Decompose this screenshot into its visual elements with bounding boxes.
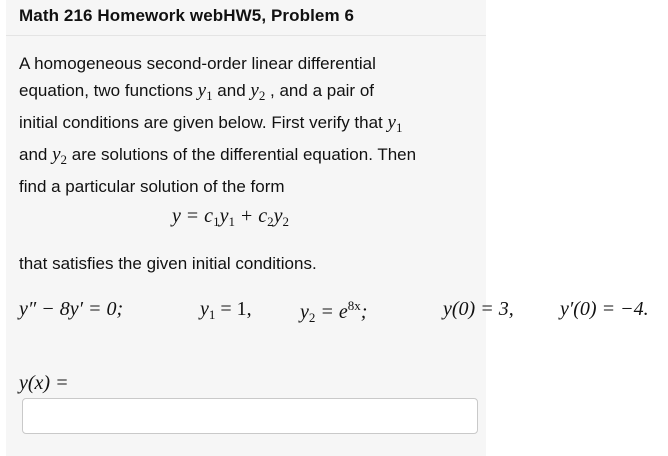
description-line-5 bbox=[19, 173, 484, 200]
text-segment: are solutions of the differential equation. Then bbox=[67, 145, 417, 164]
y2-def-exponent: 8x bbox=[347, 298, 361, 313]
formula-c1-subscript: 1 bbox=[213, 214, 220, 229]
text-segment: initial conditions are given below. First verify that bbox=[19, 113, 388, 132]
formula-y2-subscript: 2 bbox=[282, 214, 290, 229]
y1-symbol bbox=[388, 112, 403, 133]
text-segment: and bbox=[212, 81, 251, 100]
general-solution-formula bbox=[172, 205, 289, 230]
formula-y1-subscript: 1 bbox=[228, 214, 235, 229]
text-segment: , and a pair of bbox=[265, 81, 374, 100]
answer-input[interactable] bbox=[22, 398, 478, 434]
formula-c2: c bbox=[258, 205, 268, 227]
y2-letter: y bbox=[52, 144, 61, 165]
formula-equals: = bbox=[186, 205, 199, 227]
y1-def-subscript: 1 bbox=[208, 307, 216, 322]
y1-letter: y bbox=[387, 112, 396, 133]
text-segment: find a particular solution of the form bbox=[19, 177, 285, 196]
description-line-2 bbox=[19, 77, 484, 109]
conditions-text: that satisfies the given initial conditions. bbox=[19, 254, 317, 273]
problem-title: Math 216 Homework webHW5, Problem 6 bbox=[19, 6, 355, 25]
y2-subscript: 2 bbox=[258, 88, 266, 103]
formula-y1: y bbox=[219, 205, 229, 227]
y2-definition bbox=[300, 298, 367, 326]
y1-def-letter: y bbox=[200, 298, 209, 320]
y2-def-letter: y bbox=[300, 301, 309, 323]
title-divider bbox=[6, 35, 486, 36]
text-segment: equation, two functions bbox=[19, 81, 198, 100]
y1-letter: y bbox=[197, 80, 207, 101]
y1-subscript: 1 bbox=[395, 120, 403, 135]
y2-symbol bbox=[250, 80, 265, 101]
y2-letter: y bbox=[250, 80, 259, 101]
description-line-1 bbox=[19, 50, 484, 77]
formula-c1: c bbox=[204, 205, 214, 227]
formula-plus: + bbox=[240, 205, 253, 227]
formula-c2-subscript: 2 bbox=[267, 214, 274, 229]
description-line-3 bbox=[19, 109, 484, 141]
y2-symbol bbox=[52, 144, 67, 165]
problem-description bbox=[19, 50, 484, 200]
y2-def-end: ; bbox=[360, 301, 368, 323]
y1-symbol bbox=[198, 80, 213, 101]
y1-subscript: 1 bbox=[206, 88, 213, 103]
y1-def-value: = 1, bbox=[215, 298, 252, 320]
y2-subscript: 2 bbox=[60, 152, 68, 167]
formula-y2: y bbox=[273, 205, 283, 227]
answer-label: y(x) = bbox=[19, 372, 69, 394]
text-segment: and bbox=[19, 145, 53, 164]
y2-def-base: = e bbox=[315, 301, 348, 323]
differential-equation: y″ − 8y′ = 0; bbox=[19, 298, 124, 320]
y1-definition bbox=[200, 298, 252, 323]
description-line-4 bbox=[19, 141, 484, 173]
formula-y: y bbox=[172, 205, 181, 227]
text-segment: A homogeneous second-order linear differential bbox=[19, 54, 376, 73]
initial-condition-2: y′(0) = −4. bbox=[560, 298, 649, 320]
initial-condition-1: y(0) = 3, bbox=[443, 298, 514, 320]
y2-def-subscript: 2 bbox=[308, 310, 316, 325]
